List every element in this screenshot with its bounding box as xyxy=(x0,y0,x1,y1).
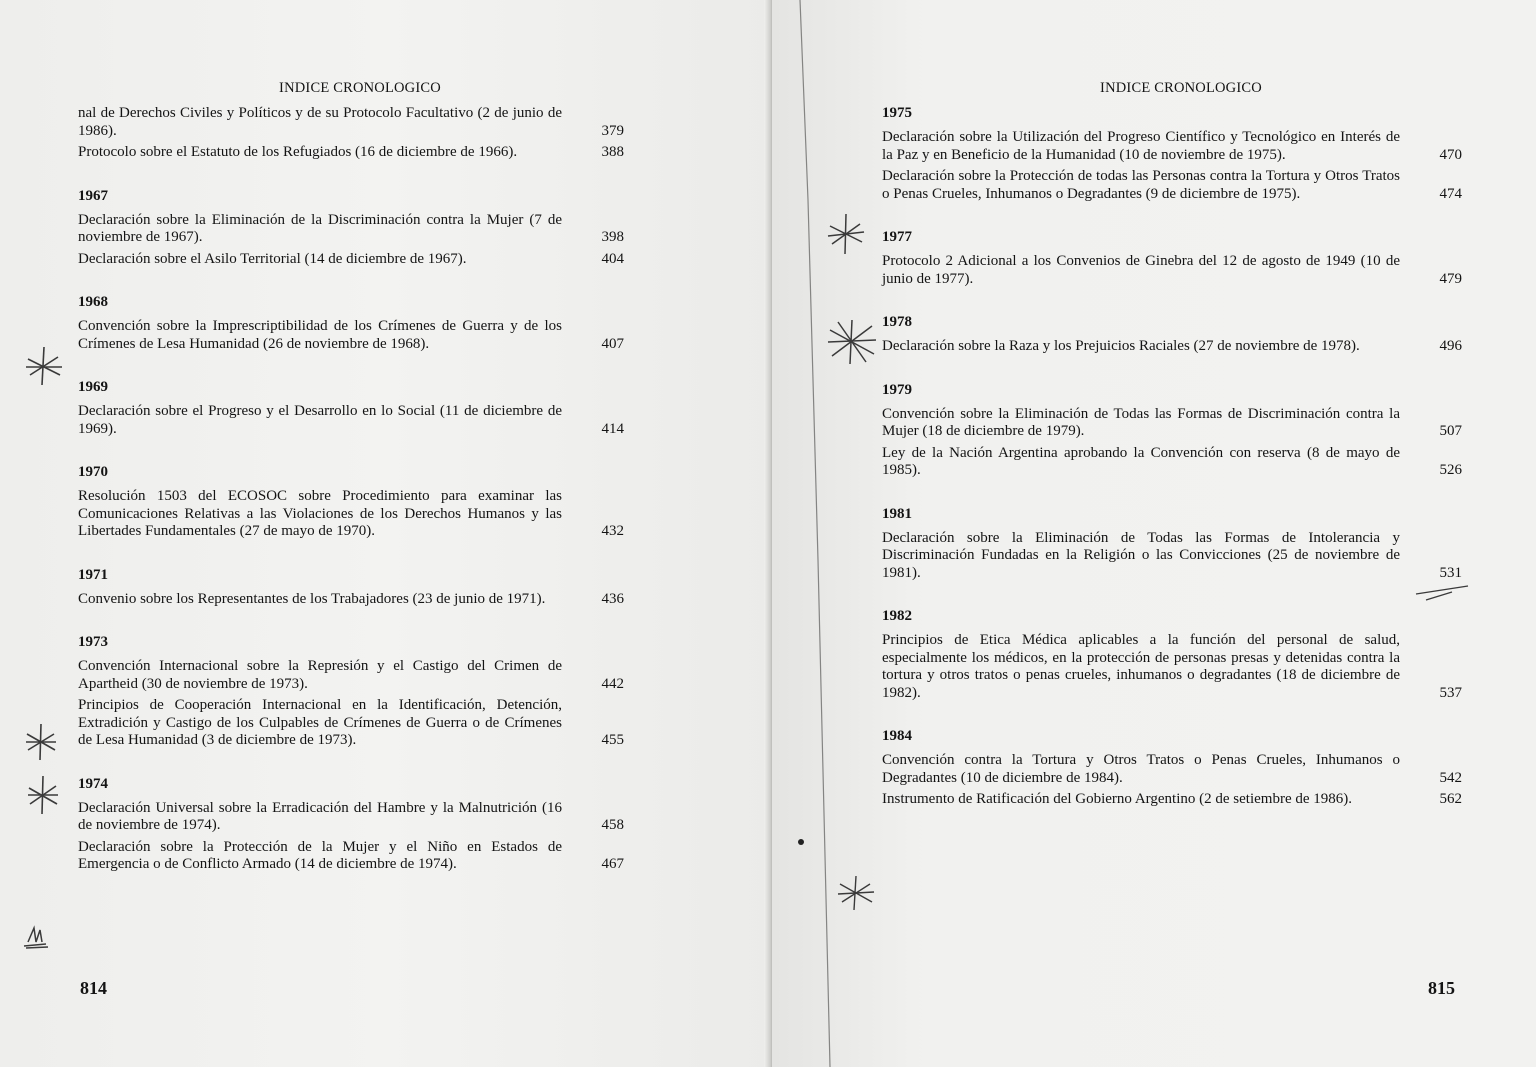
entry-page-number: 414 xyxy=(601,420,624,437)
entry-title: Declaración sobre la Protección de la Mujer y el Niño en Estados de Emergencia o de Conflicto Armado (14 de diciembre de 1974). xyxy=(78,838,562,872)
index-entry xyxy=(78,800,624,835)
index-entry xyxy=(78,318,624,353)
entry-title: Declaración sobre la Raza y los Prejuicios Raciales (27 de noviembre de 1978). xyxy=(882,338,1360,354)
entry-page-number: 379 xyxy=(601,122,624,139)
year-heading: 1981 xyxy=(882,505,912,522)
entry-page-number: 404 xyxy=(601,250,624,267)
index-entry xyxy=(78,105,624,140)
entry-page-number: 526 xyxy=(1439,462,1462,478)
year-heading: 1969 xyxy=(78,379,108,395)
entry-page-number: 470 xyxy=(1439,146,1462,163)
entry-title: Convención sobre la Eliminación de Todas las Formas de Discriminación contra la Mujer (18 de diciembre de 1979). xyxy=(882,405,1400,439)
entry-title: Principios de Cooperación Internacional en la Identificación, Detención, Extradición y Castigo de los Culpables de Crímenes de Guerra o de Crímenes de Lesa Humanidad (3 de diciembre de 1973). xyxy=(78,697,562,748)
entry-title: Convención sobre la Imprescriptibilidad de los Crímenes de Guerra y de los Crímenes de Lesa Humanidad (26 de noviembre de 1968). xyxy=(78,318,562,352)
scribble-mark-icon xyxy=(20,922,50,952)
right-index-column xyxy=(882,80,1462,813)
year-heading: 1974 xyxy=(78,775,108,792)
page-header: INDICE CRONOLOGICO xyxy=(1100,80,1262,96)
entry-title: Convenio sobre los Representantes de los Trabajadores (23 de junio de 1971). xyxy=(78,590,546,607)
entry-page-number: 467 xyxy=(601,856,624,872)
entry-page-number: 398 xyxy=(601,229,624,245)
entry-title: Declaración sobre la Protección de todas las Personas contra la Tortura y Otros Tratos o Penas Crueles, Inhumanos o Degradantes (9 de diciembre de 1975). xyxy=(882,168,1400,202)
index-entry xyxy=(882,752,1462,787)
entry-title: Protocolo 2 Adicional a los Convenios de Ginebra del 12 de agosto de 1949 (10 de junio de 1977). xyxy=(882,253,1400,287)
index-entry xyxy=(882,791,1462,809)
left-index-column xyxy=(78,80,624,878)
entry-title: Ley de la Nación Argentina aprobando la Convención con reserva (8 de mayo de 1985). xyxy=(882,444,1400,478)
index-entry xyxy=(882,530,1462,583)
page-number: 814 xyxy=(80,978,107,998)
year-heading: 1975 xyxy=(882,105,912,121)
index-entry xyxy=(882,445,1462,480)
entry-page-number: 474 xyxy=(1439,185,1462,202)
ink-dot xyxy=(797,838,805,846)
year-heading: 1971 xyxy=(78,566,108,583)
entry-page-number: 507 xyxy=(1439,423,1462,439)
asterisk-mark-icon xyxy=(826,212,866,256)
year-heading: 1978 xyxy=(882,314,912,330)
year-heading: 1977 xyxy=(882,229,912,245)
entry-page-number: 407 xyxy=(601,335,624,352)
entry-page-number: 455 xyxy=(601,732,624,748)
entry-page-number: 496 xyxy=(1439,338,1462,354)
asterisk-mark-icon xyxy=(24,722,58,762)
index-entry xyxy=(78,212,624,247)
index-entry xyxy=(78,488,624,541)
entry-page-number: 531 xyxy=(1439,564,1462,581)
entry-title: Declaración sobre el Progreso y el Desarrollo en lo Social (11 de diciembre de 1969). xyxy=(78,403,562,437)
entry-page-number: 442 xyxy=(601,675,624,692)
entry-page-number: 537 xyxy=(1439,684,1462,701)
page-number: 815 xyxy=(1428,978,1455,998)
entry-title: nal de Derechos Civiles y Políticos y de su Protocolo Facultativo (2 de junio de 1986). xyxy=(78,105,562,139)
entry-page-number: 388 xyxy=(601,144,624,160)
index-entry xyxy=(78,144,624,162)
right-sections xyxy=(882,105,1462,809)
index-entry xyxy=(78,697,624,750)
entry-title: Convención contra la Tortura y Otros Tratos o Penas Crueles, Inhumanos o Degradantes (10 de diciembre de 1984). xyxy=(882,752,1400,786)
index-entry xyxy=(882,406,1462,441)
asterisk-mark-icon xyxy=(26,774,60,816)
year-heading: 1968 xyxy=(78,294,108,310)
asterisk-mark-icon xyxy=(826,318,878,366)
entry-title: Convención Internacional sobre la Represión y el Castigo del Crimen de Apartheid (30 de noviembre de 1973). xyxy=(78,658,562,692)
entry-title: Declaración sobre el Asilo Territorial (14 de diciembre de 1967). xyxy=(78,250,467,267)
index-entry xyxy=(78,839,624,874)
entry-title: Protocolo sobre el Estatuto de los Refugiados (16 de diciembre de 1966). xyxy=(78,144,518,160)
scribble-mark-icon xyxy=(1412,580,1472,604)
asterisk-mark-icon xyxy=(836,874,876,912)
entry-page-number: 542 xyxy=(1439,769,1462,786)
entry-page-number: 562 xyxy=(1439,791,1462,807)
index-entry xyxy=(78,591,624,609)
index-entry xyxy=(882,253,1462,288)
entry-title: Declaración sobre la Eliminación de la Discriminación contra la Mujer (7 de noviembre de 1967). xyxy=(78,211,562,245)
year-heading: 1979 xyxy=(882,381,912,398)
year-heading: 1982 xyxy=(882,608,912,624)
entry-page-number: 436 xyxy=(601,590,624,607)
index-entry xyxy=(882,632,1462,702)
entry-title: Declaración Universal sobre la Erradicación del Hambre y la Malnutrición (16 de noviembre de 1974). xyxy=(78,799,562,833)
asterisk-mark-icon xyxy=(24,345,64,387)
entry-title: Principios de Etica Médica aplicables a la función del personal de salud, especialmente los médicos, en la protección de personas presas y detenidas contra la tortura y otros tratos o penas crueles, inhumanos o degradantes (18 de diciembre de 1982). xyxy=(882,632,1400,701)
left-sections xyxy=(78,105,624,874)
entry-title: Resolución 1503 del ECOSOC sobre Procedimiento para examinar las Comunicaciones Relativas a las Violaciones de los Derechos Humanos y las Libertades Fundamentales (27 de mayo de 1970). xyxy=(78,488,562,539)
index-entry xyxy=(882,168,1462,203)
entry-title: Declaración sobre la Utilización del Progreso Científico y Tecnológico en Interés de la Paz y en Beneficio de la Humanidad (10 de noviembre de 1975). xyxy=(882,129,1400,163)
entry-title: Declaración sobre la Eliminación de Todas las Formas de Intolerancia y Discriminación Fundadas en la Religión o las Convicciones (25 de noviembre de 1981). xyxy=(882,529,1400,581)
index-entry xyxy=(78,658,624,693)
entry-title: Instrumento de Ratificación del Gobierno Argentino (2 de setiembre de 1986). xyxy=(882,791,1353,807)
year-heading: 1970 xyxy=(78,464,108,480)
entry-page-number: 458 xyxy=(601,817,624,833)
year-heading: 1973 xyxy=(78,634,108,650)
entry-page-number: 432 xyxy=(601,523,624,539)
entry-page-number: 479 xyxy=(1439,270,1462,287)
index-entry xyxy=(882,338,1462,356)
year-heading: 1967 xyxy=(78,187,108,204)
index-entry xyxy=(78,251,624,269)
index-entry xyxy=(882,129,1462,164)
page-header: INDICE CRONOLOGICO xyxy=(279,80,441,96)
year-heading: 1984 xyxy=(882,728,912,744)
right-page xyxy=(772,0,1536,1067)
index-entry xyxy=(78,403,624,438)
